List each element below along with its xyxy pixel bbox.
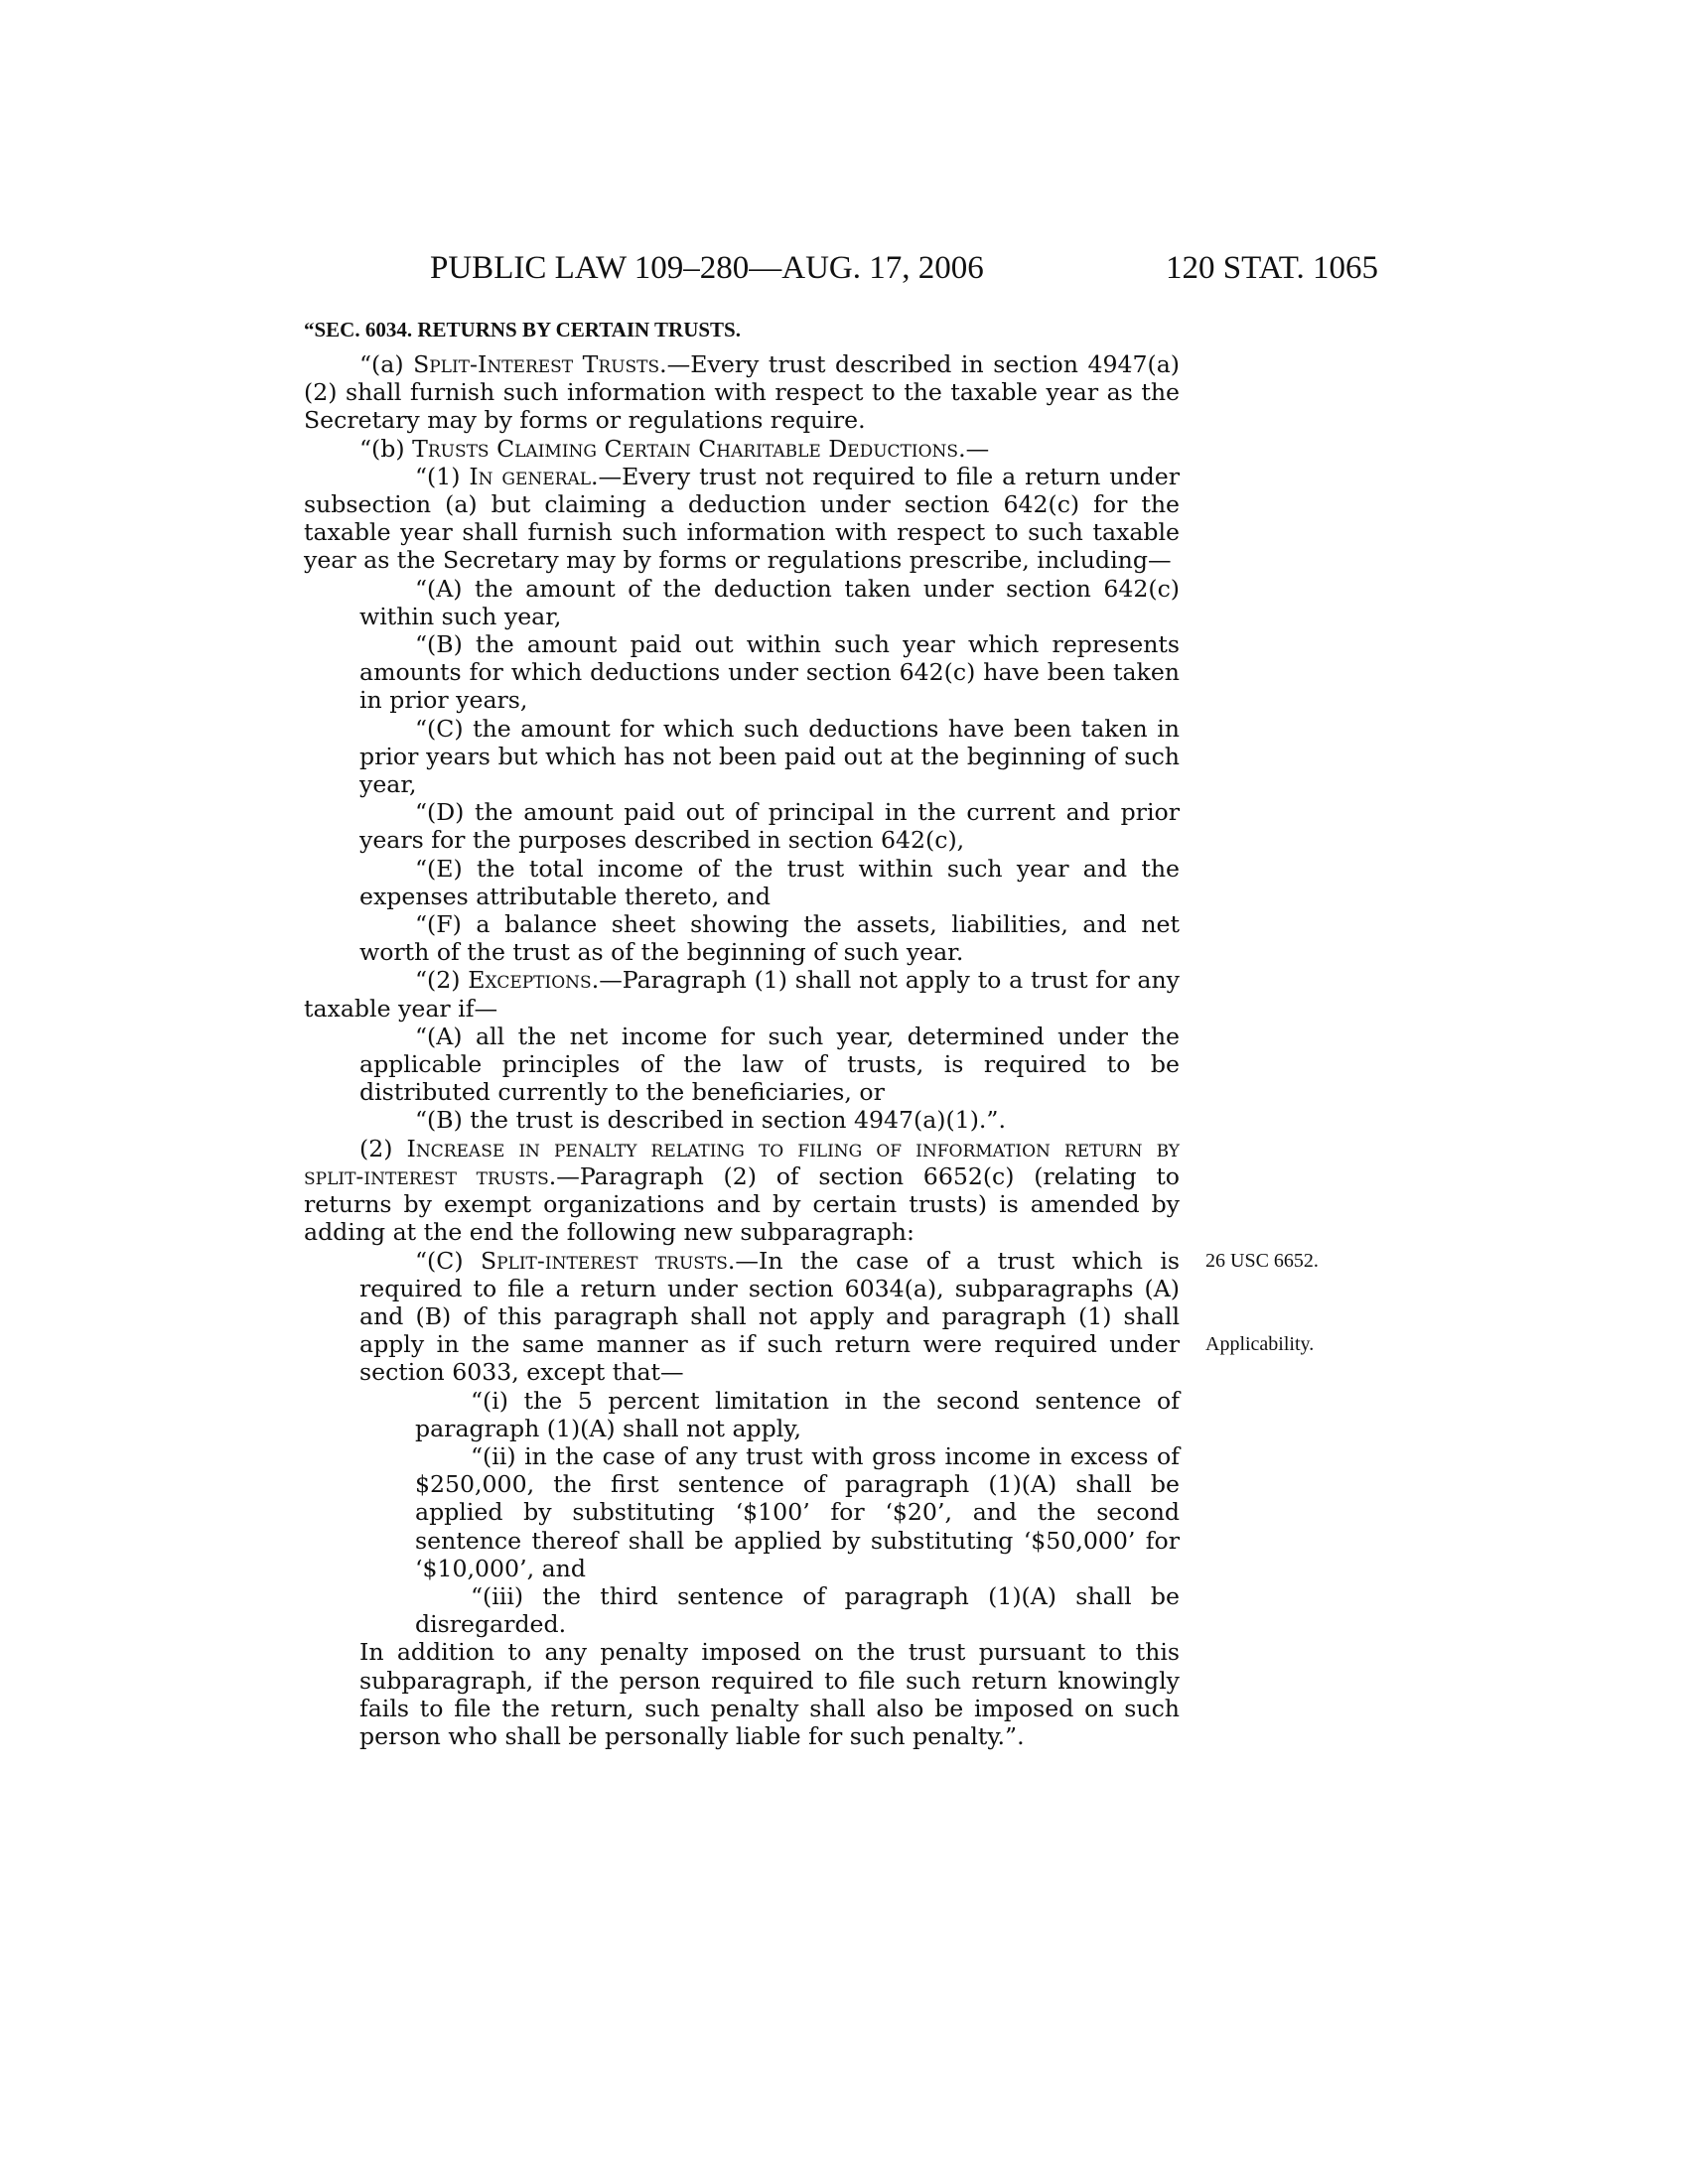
clause-b2B: “(B) the trust is described in section 4947(a)(1).”. bbox=[415, 1106, 1006, 1135]
clause-b1B: “(B) the amount paid out within such year which represents amounts for which deductions under section 642(c) have been taken in prior years, bbox=[359, 630, 1180, 715]
clause-b2A: “(A) all the net income for such year, determined under the applicable principles of the law of trusts, is required to be distributed currently to the beneficiaries, or bbox=[359, 1022, 1180, 1107]
public-law-citation: PUBLIC LAW 109–280—AUG. 17, 2006 bbox=[430, 250, 984, 286]
subsection-a-heading: Split-Interest Trusts. bbox=[413, 350, 667, 378]
margin-note-usc: 26 USC 6652. bbox=[1205, 1250, 1319, 1272]
statute-body bbox=[304, 350, 1180, 1750]
clause-b1F: “(F) a balance sheet showing the assets, liabilities, and net worth of the trust as of the beginning of such year. bbox=[359, 910, 1180, 967]
closing-text: In addition to any penalty imposed on the trust pursuant to this subparagraph, if the person required to file such return knowingly fails to file the return, such penalty shall also be imposed on such person who shall be personally liable for such penalty.”. bbox=[359, 1638, 1180, 1750]
paragraph-b2-heading: Exceptions. bbox=[468, 966, 600, 995]
paragraph-2: (2) Increase in penalty relating to filing of information return by split-interest trusts.—Paragraph (2) of section 6652(c) (relating to returns by exempt organizations and by certain trusts) is amended by adding at the end the following new subparagraph: bbox=[304, 1134, 1181, 1247]
clause-Ciii: “(iii) the third sentence of paragraph (1)(A) shall be disregarded. bbox=[415, 1581, 1180, 1639]
clause-Cii: “(ii) in the case of any trust with gross income in excess of $250,000, the first sentence of paragraph (1)(A) shall be applied by substituting ‘$100’ for ‘$20’, and the second sentence thereof shall be applied by substituting ‘$50,000’ for ‘$10,000’, and bbox=[415, 1441, 1180, 1582]
paragraph-b1: “(1) In general.—Every trust not required to file a return under subsection (a) but claiming a deduction under section 642(c) for the taxable year shall furnish such information with respect to such taxable year as the Secretary may by forms or regulations prescribe, including— bbox=[304, 462, 1181, 575]
clause-b1C: “(C) the amount for which such deductions have been taken in prior years but which has not been paid out at the beginning of such year, bbox=[359, 714, 1180, 799]
margin-note-applicability: Applicability. bbox=[1205, 1333, 1315, 1355]
statute-page-number: 120 STAT. 1065 bbox=[1165, 250, 1378, 286]
section-heading: “SEC. 6034. RETURNS BY CERTAIN TRUSTS. bbox=[304, 318, 741, 341]
subsection-a: “(a) Split-Interest Trusts.—Every trust described in section 4947(a)(2) shall furnish such information with respect to the taxable year as the Secretary may by forms or regulations require. bbox=[304, 350, 1180, 435]
paragraph-2-heading: Increase in penalty relating to filing of information return by split-interest trusts. bbox=[304, 1134, 1181, 1190]
paragraph-b2: “(2) Exceptions.—Paragraph (1) shall not apply to a trust for any taxable year if— bbox=[304, 966, 1180, 1023]
subsection-b: “(b) Trusts Claiming Certain Charitable Deductions.— bbox=[359, 434, 990, 463]
clause-b1D: “(D) the amount paid out of principal in the current and prior years for the purposes described in section 642(c), bbox=[359, 798, 1180, 855]
page-header bbox=[430, 248, 1378, 288]
paragraph-b1-heading: In general. bbox=[469, 462, 599, 490]
clause-Ci: “(i) the 5 percent limitation in the second sentence of paragraph (1)(A) shall not apply, bbox=[415, 1386, 1180, 1442]
clause-b1E: “(E) the total income of the trust within such year and the expenses attributable thereto, and bbox=[359, 854, 1180, 910]
subparagraph-C: “(C) Split-interest trusts.—In the case of a trust which is required to file a return under section 6034(a), subparagraphs (A) and (B) of this paragraph shall not apply and paragraph (1) shall apply in the same manner as if such return were required under section 6033, except that— bbox=[359, 1246, 1180, 1387]
subparagraph-C-heading: Split-interest trusts. bbox=[480, 1246, 736, 1275]
clause-b1A: “(A) the amount of the deduction taken under section 642(c) within such year, bbox=[359, 574, 1180, 630]
subsection-b-heading: Trusts Claiming Certain Charitable Deductions. bbox=[412, 434, 966, 463]
